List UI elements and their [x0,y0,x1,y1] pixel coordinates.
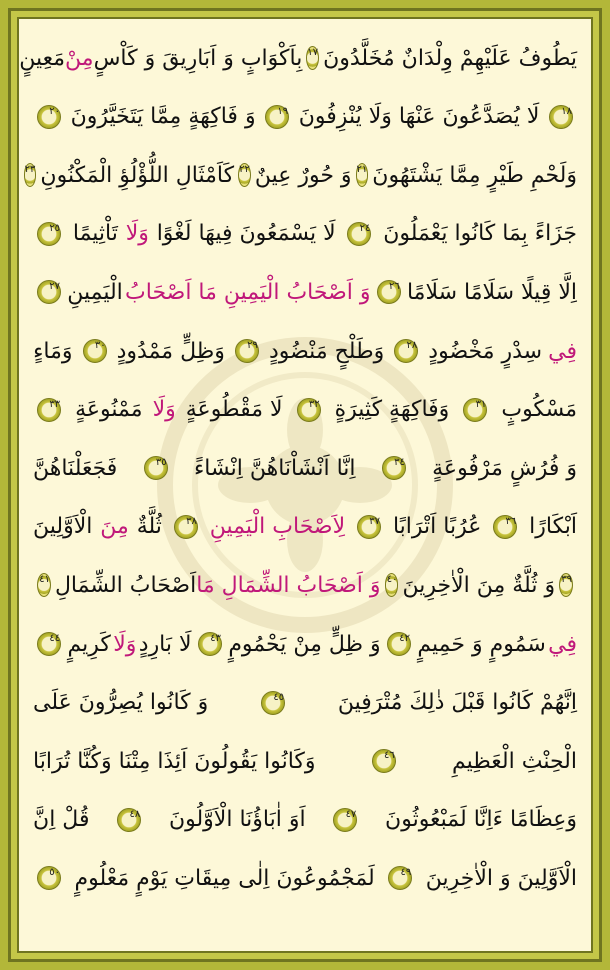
ayah-number-marker: ١٧ [306,46,319,70]
verse-text: وَ ظِلٍّ مِنْ يَحْمُومٍ [228,631,381,657]
highlighted-word: وَ اَصْحَابُ الشِّمَالِ مَا [196,572,381,598]
verse-text: عُرُبًا اَتْرَابًا [392,514,482,540]
verse-text: فَجَعَلْنَاهُنَّ [33,455,118,481]
verse-line [33,381,577,439]
verse-text: سِدْرٍ مَخْضُودٍ [428,338,543,364]
highlighted-word: وَلَا [125,221,149,247]
ayah-number-marker: ٣٦ [493,515,517,539]
verse-text: مَسْكُوبٍ [501,397,577,423]
verse-line [33,556,577,614]
verse-text: اِنَّهُمْ كَانُوا قَبْلَ ذٰلِكَ مُتْرَفِينَ [337,690,577,716]
text-panel [17,17,593,953]
ayah-number-marker: ١٨ [549,105,573,129]
verse-text: وَ فُرُشٍ مَرْفُوعَةٍ [432,455,577,481]
ayah-number-marker: ٣٢ [297,398,321,422]
ayah-number-marker: ٤٧ [333,808,357,832]
verse-line [33,322,577,380]
ayah-number-marker: ٤٠ [385,573,399,597]
verse-line [33,439,577,497]
verse-text: وَمَاءٍ [33,338,73,364]
ayah-number-marker: ٣٤ [382,456,406,480]
verse-text: كَرِيمٍ [67,631,111,657]
ayah-number-marker: ٣٨ [174,515,198,539]
ayah-number-marker: ٢٠ [37,105,61,129]
highlighted-word: مِنَ [100,514,129,540]
ayah-number-marker: ٢١ [356,163,369,187]
verse-text: لَا يُصَدَّعُونَ عَنْهَا وَلَا يُنْزِفُونَ [298,104,540,130]
ayah-number-marker: ٤٣ [198,632,222,656]
verse-line [33,791,577,849]
verse-text: وَظِلٍّ مَمْدُودٍ [116,338,225,364]
verse-line [33,732,577,790]
ayah-number-marker: ٢٣ [24,163,37,187]
verse-line [33,849,577,907]
ayah-number-marker: ٤٤ [37,632,61,656]
verse-text: لَا بَارِدٍ [138,631,192,657]
verse-text: لَمَجْمُوعُونَ اِلٰى مِيقَاتِ يَوْمٍ مَعْلُومٍ [74,865,375,891]
verse-text: الْاَوَّلِينَ [33,514,93,540]
ayah-number-marker: ٤٦ [372,749,396,773]
verse-text: سَمُومٍ وَ حَمِيمٍ [417,631,546,657]
verse-text: اِلَّا قِيلًا سَلَامًا سَلَامًا [406,279,577,305]
ayah-number-marker: ٢٢ [238,163,251,187]
verse-line [33,498,577,556]
ayah-number-marker: ٤٩ [388,866,412,890]
ayah-number-marker: ٢٦ [377,280,401,304]
ayah-number-marker: ٣٠ [83,339,107,363]
verse-line [33,88,577,146]
verse-text: ثُلَّةٌ [136,514,162,540]
verse-text: وَطَلْحٍ مَنْضُودٍ [268,338,385,364]
verse-text: يَطُوفُ عَلَيْهِمْ وِلْدَانٌ مُخَلَّدُونَ [323,45,577,71]
ayah-number-marker: ٤٨ [117,808,141,832]
ayah-number-marker: ٢٤ [347,222,371,246]
verse-text: وَفَاكِهَةٍ كَثِيرَةٍ [334,397,450,423]
ayah-number-marker: ٣٥ [144,456,168,480]
highlighted-word: وَلَا [113,631,137,657]
ayah-number-marker: ٢٥ [37,222,61,246]
verse-text: مَمْنُوعَةٍ [75,397,143,423]
ayah-number-marker: ٢٨ [394,339,418,363]
ayah-number-marker: ٣١ [463,398,487,422]
highlighted-word: فِي [548,338,577,364]
highlighted-word: وَلَا [152,397,176,423]
verse-text: الْحِنْثِ الْعَظِيمِ [451,748,577,774]
verse-text: وَ ثُلَّةٌ مِنَ الْاٰخِرِينَ [402,572,556,598]
highlighted-word: وَ اَصْحَابُ الْيَمِينِ مَا اَصْحَابُ [125,279,371,305]
verse-text: اَصْحَابُ الشِّمَالِ [54,572,197,598]
ayah-number-marker: ١٩ [265,105,289,129]
ayah-number-marker: ٤٥ [261,691,285,715]
ayah-number-marker: ٣٩ [559,573,573,597]
verse-text: اِنَّا اَنْشَاْنَاهُنَّ اِنْشَاءً [193,455,356,481]
verse-line [19,29,577,87]
verse-text: وَ كَانُوا يُصِرُّونَ عَلَى [33,690,209,716]
highlighted-word: فِي [548,631,577,657]
verse-text: وَعِظَامًا ءَاِنَّا لَمَبْعُوثُونَ [385,807,577,833]
verse-line [33,263,577,321]
verse-text: وَكَانُوا يَقُولُونَ اَئِذَا مِتْنَا وَكُنَّا تُرَابًا [33,748,316,774]
ayah-number-marker: ٤١ [37,573,51,597]
ayah-number-marker: ٥٠ [37,866,61,890]
verse-text: الْاَوَّلِينَ وَ الْاٰخِرِينَ [425,865,577,891]
verse-text: اَوَ اٰبَاؤُنَا الْاَوَّلُونَ [168,807,306,833]
ayah-number-marker: ٢٧ [37,280,61,304]
verse-text: وَلَحْمِ طَيْرٍ مِمَّا يَشْتَهُونَ [372,162,577,188]
verse-text: بِاَكْوَابٍ وَ اَبَارِيقَ وَ كَاْسٍ [93,45,303,71]
verse-text: الْيَمِينِ [67,279,123,305]
ayah-number-marker: ٣٣ [37,398,61,422]
verse-text: تَاْثِيمًا [72,221,118,247]
ayah-number-marker: ٢٩ [235,339,259,363]
verse-text: اَبْكَارًا [529,514,577,540]
verse-line [33,615,577,673]
verse-text: وَ حُورٌ عِينٌ [254,162,352,188]
verse-text: مَعِينٍ [19,45,66,71]
verse-line [24,146,577,204]
verse-line [33,674,577,732]
verse-line [33,205,577,263]
ayah-number-marker: ٣٧ [357,515,381,539]
verse-text: قُلْ اِنَّ [33,807,90,833]
verse-text: لَا مَقْطُوعَةٍ [185,397,283,423]
ayah-number-marker: ٤٢ [387,632,411,656]
verse-text: جَزَاءً بِمَا كَانُوا يَعْمَلُونَ [383,221,577,247]
verse-text: وَ فَاكِهَةٍ مِمَّا يَتَخَيَّرُونَ [70,104,256,130]
verse-text: كَاَمْثَالِ اللُّؤْلُؤِ الْمَكْنُونِ [40,162,235,188]
highlighted-word: لِاَصْحَابِ الْيَمِينِ [209,514,346,540]
highlighted-word: مِنْ [65,45,94,71]
verse-text: لَا يَسْمَعُونَ فِيهَا لَغْوًا [156,221,336,247]
